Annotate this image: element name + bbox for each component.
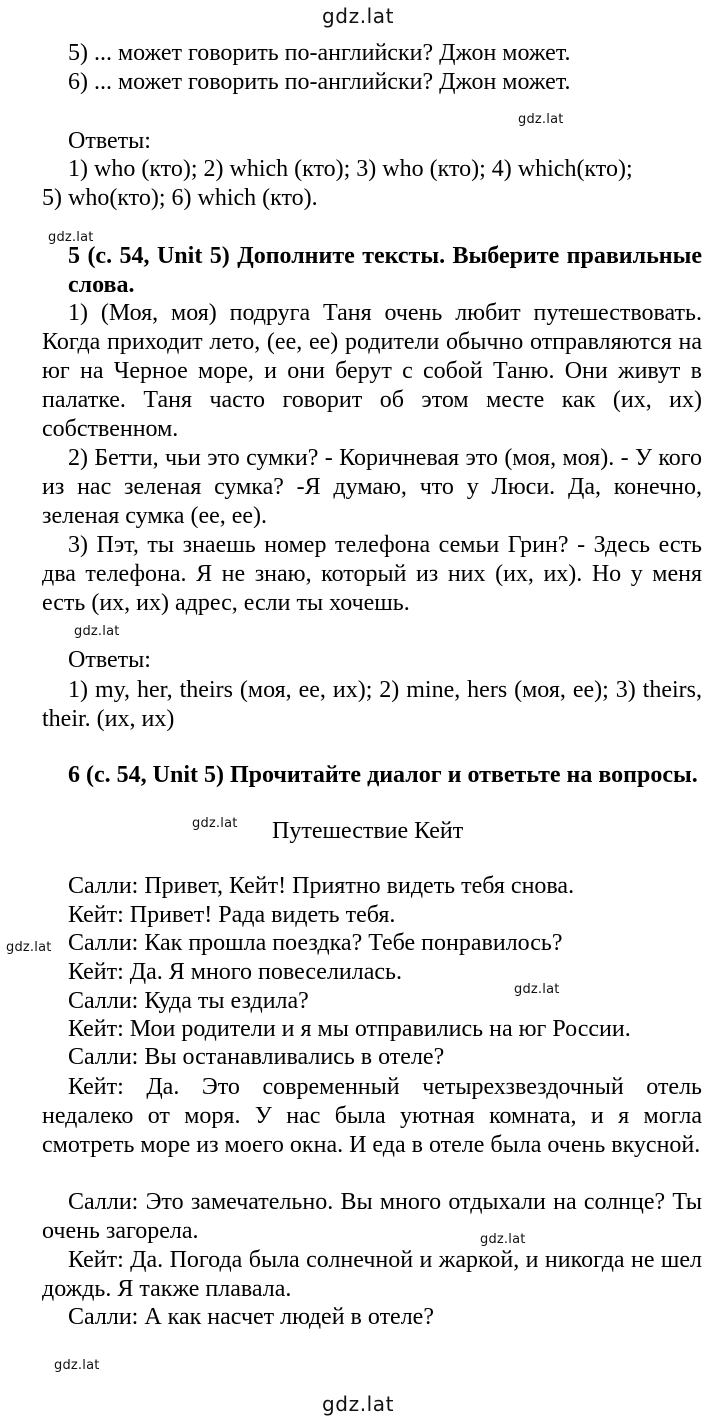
watermark: gdz.lat: [54, 1358, 100, 1373]
watermark: gdz.lat: [518, 112, 564, 127]
watermark: gdz.lat: [74, 624, 120, 639]
answers-label: Ответы:: [68, 128, 151, 154]
answers-line: 5) who(кто); 6) which (кто).: [42, 185, 318, 211]
watermark: gdz.lat: [6, 940, 52, 955]
watermark: gdz.lat: [514, 982, 560, 997]
dialog-paragraph: Кейт: Да. Это современный четырехзвездочный отель недалеко от моря. У нас была уютная комната, и я могла смотреть море из моего окна. И еда в отеле была очень вкусной.: [42, 1074, 702, 1158]
watermark-top: gdz.lat: [322, 4, 395, 28]
exercise-heading: 6 (c. 54, Unit 5) Прочитайте диалог и ответьте на вопросы.: [68, 762, 698, 788]
watermark: gdz.lat: [480, 1232, 526, 1247]
dialog-line: Кейт: Мои родители и я мы отправились на юг России.: [68, 1016, 631, 1042]
answers-text: 1) my, her, theirs (моя, ее, их); 2) mine, hers (моя, ее); 3) theirs, their. (их, их): [42, 677, 702, 732]
dialog-line: Салли: Как прошла поездка? Тебе понравилось?: [68, 930, 563, 956]
exercise-paragraph: 1) (Моя, моя) подруга Таня очень любит путешествовать. Когда приходит лето, (ее, ее) родители обычно отправляются на юг на Черное море, и они берут с собой Таню. Они живут в палатке. Таня часто говорит об этом месте как (их, их) собственном.: [42, 300, 702, 442]
dialog-line: Кейт: Да. Я много повеселилась.: [68, 959, 402, 985]
dialog-line: Салли: Привет, Кейт! Приятно видеть тебя снова.: [68, 873, 575, 899]
dialog-line: Салли: Куда ты ездила?: [68, 988, 309, 1014]
dialog-line: Салли: Вы останавливались в отеле?: [68, 1044, 445, 1070]
dialog-title: Путешествие Кейт: [272, 818, 464, 844]
watermark-bottom: gdz.lat: [322, 1392, 395, 1416]
exercise-paragraph: 3) Пэт, ты знаешь номер телефона семьи Грин? - Здесь есть два телефона. Я не знаю, который из них (их, их). Но у меня есть (их, их) адрес, если ты хочешь.: [42, 532, 702, 616]
exercise-line: 6) ... может говорить по-английски? Джон может.: [68, 69, 571, 95]
watermark: gdz.lat: [48, 230, 94, 245]
exercise-heading: 5 (c. 54, Unit 5) Дополните тексты. Выберите правильные слова.: [68, 243, 702, 298]
answers-label: Ответы:: [68, 647, 151, 673]
dialog-line: Салли: А как насчет людей в отеле?: [68, 1304, 434, 1330]
dialog-paragraph: Салли: Это замечательно. Вы много отдыхали на солнце? Ты очень загорела.: [42, 1189, 702, 1244]
answers-line: 1) who (кто); 2) which (кто); 3) who (кто); 4) which(кто);: [68, 156, 633, 182]
exercise-line: 5) ... может говорить по-английски? Джон может.: [68, 40, 571, 66]
dialog-line: Кейт: Привет! Рада видеть тебя.: [68, 902, 396, 928]
dialog-paragraph: Кейт: Да. Погода была солнечной и жаркой, и никогда не шел дождь. Я также плавала.: [42, 1247, 702, 1302]
exercise-paragraph: 2) Бетти, чьи это сумки? - Коричневая это (моя, моя). - У кого из нас зеленая сумка? -Я думаю, что у Люси. Да, конечно, зеленая сумка (ее, ее).: [42, 445, 702, 529]
watermark: gdz.lat: [192, 816, 238, 831]
